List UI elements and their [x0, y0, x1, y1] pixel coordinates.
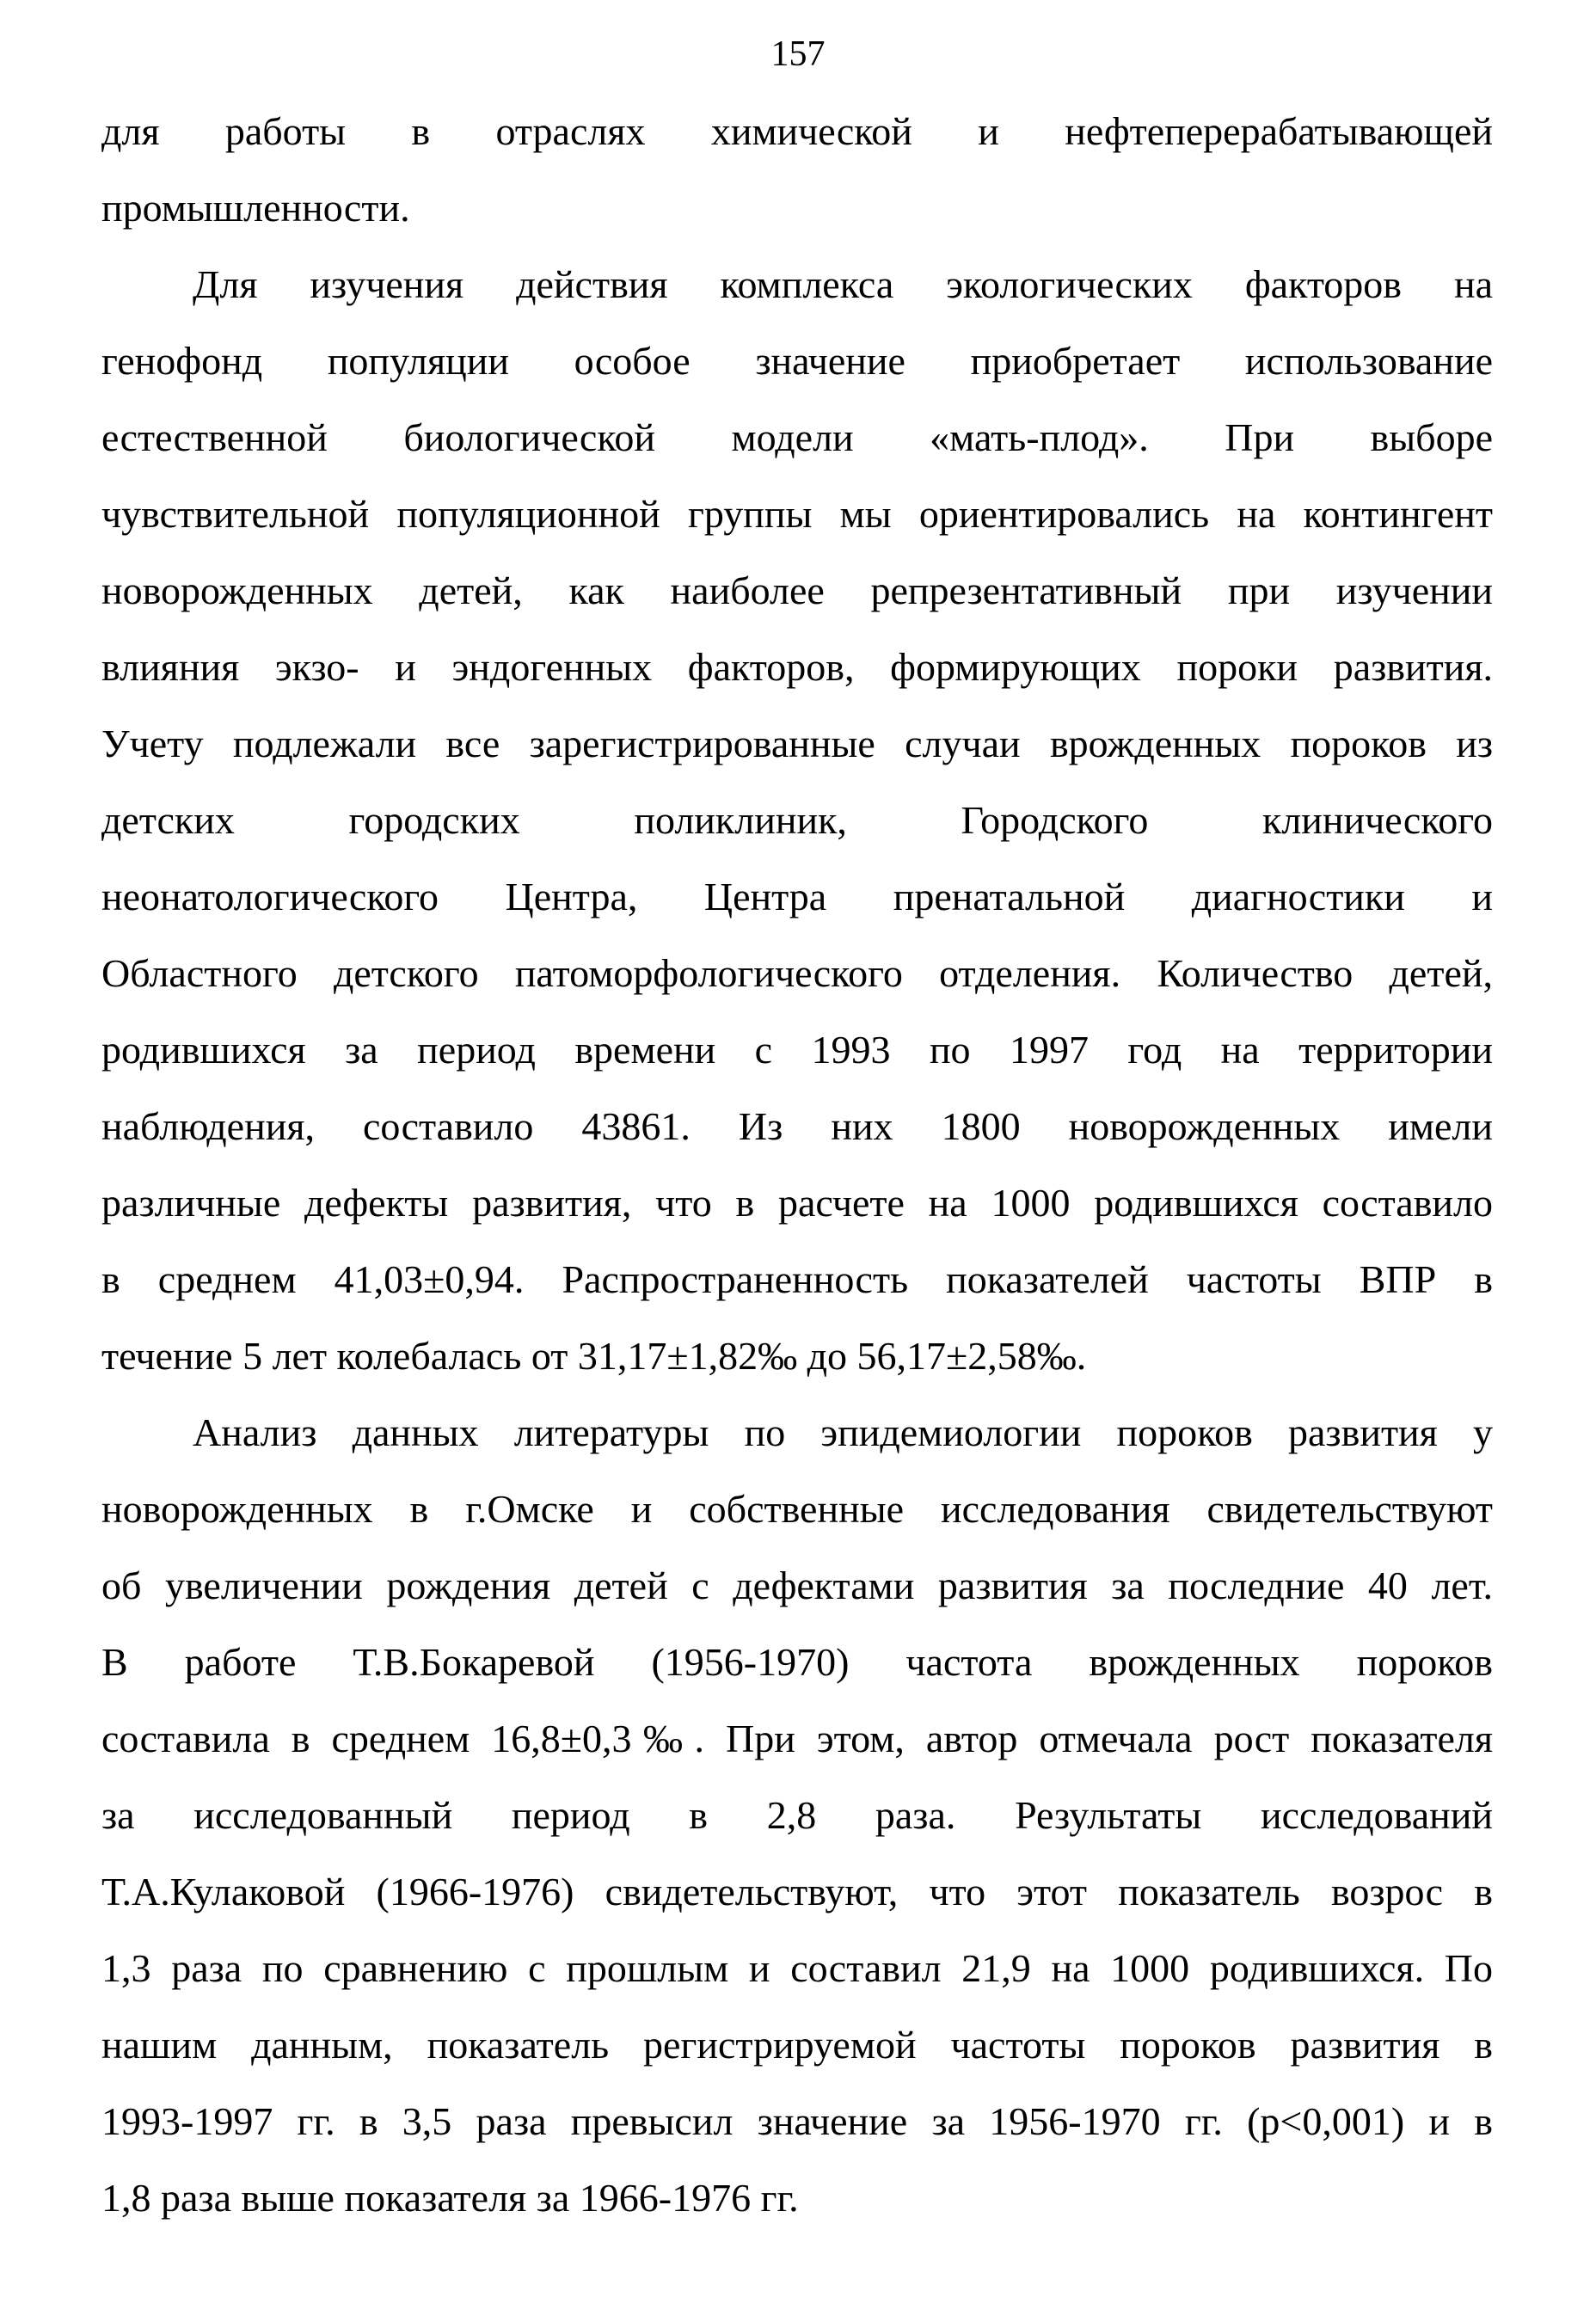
text-line: составила в среднем 16,8±0,3‰. При этом, автор отмечала рост показателя — [101, 1717, 1493, 1760]
text-line: чувствительной популяционной группы мы ориентировались на контингент — [101, 492, 1493, 536]
text-line: для работы в отраслях химической и нефтеперерабатывающей — [101, 109, 1493, 153]
text-line: промышленности. — [101, 186, 410, 230]
text-line: новорожденных в г.Омске и собственные исследования свидетельствуют — [101, 1487, 1493, 1531]
text-line: неонатологического Центра, Центра пренатальной диагностики и — [101, 875, 1493, 918]
text-line: наблюдения, составило 43861. Из них 1800 новорожденных имели — [101, 1104, 1493, 1148]
text-line: в среднем 41,03±0,94. Распространенность показателей частоты ВПР в — [101, 1257, 1493, 1301]
text-line: влияния экзо- и эндогенных факторов, формирующих пороки развития. — [101, 645, 1493, 689]
text-line: новорожденных детей, как наиболее репрезентативный при изучении — [101, 568, 1493, 612]
text-line: различные дефекты развития, что в расчете на 1000 родившихся составило — [101, 1181, 1493, 1225]
text-line: Областного детского патоморфологического отделения. Количество детей, — [101, 951, 1493, 995]
text-line: естественной биологической модели «мать-плод». При выборе — [101, 415, 1493, 459]
text-line: 1,3 раза по сравнению с прошлым и составил 21,9 на 1000 родившихся. По — [101, 1946, 1493, 1990]
text-line: В работе Т.В.Бокаревой (1956-1970) частота врожденных пороков — [101, 1640, 1493, 1684]
text-line: течение 5 лет колебалась от 31,17±1,82‰ до 56,17±2,58‰. — [101, 1334, 1087, 1378]
text-line: 1993-1997 гг. в 3,5 раза превысил значение за 1956-1970 гг. (p<0,001) и в — [101, 2099, 1493, 2143]
text-line: генофонд популяции особое значение приобретает использование — [101, 339, 1493, 383]
document-body — [101, 93, 1493, 2236]
page-number: 157 — [770, 34, 826, 74]
text-line: детских городских поликлиник, Городского клинического — [101, 798, 1493, 842]
text-line: об увеличении рождения детей с дефектами развития за последние 40 лет. — [101, 1563, 1493, 1607]
text-line: 1,8 раза выше показателя за 1966-1976 гг. — [101, 2176, 799, 2220]
text-line: Т.А.Кулаковой (1966-1976) свидетельствуют, что этот показатель возрос в — [101, 1870, 1493, 1914]
text-line: Учету подлежали все зарегистрированные случаи врожденных пороков из — [101, 722, 1493, 765]
text-line: родившихся за период времени с 1993 по 1997 год на территории — [101, 1028, 1493, 1072]
text-line: Для изучения действия комплекса экологических факторов на — [193, 262, 1493, 306]
text-line: за исследованный период в 2,8 раза. Результаты исследований — [101, 1793, 1493, 1837]
text-line: нашим данным, показатель регистрируемой частоты пороков развития в — [101, 2023, 1493, 2067]
text-line: Анализ данных литературы по эпидемиологии пороков развития у — [193, 1410, 1493, 1454]
